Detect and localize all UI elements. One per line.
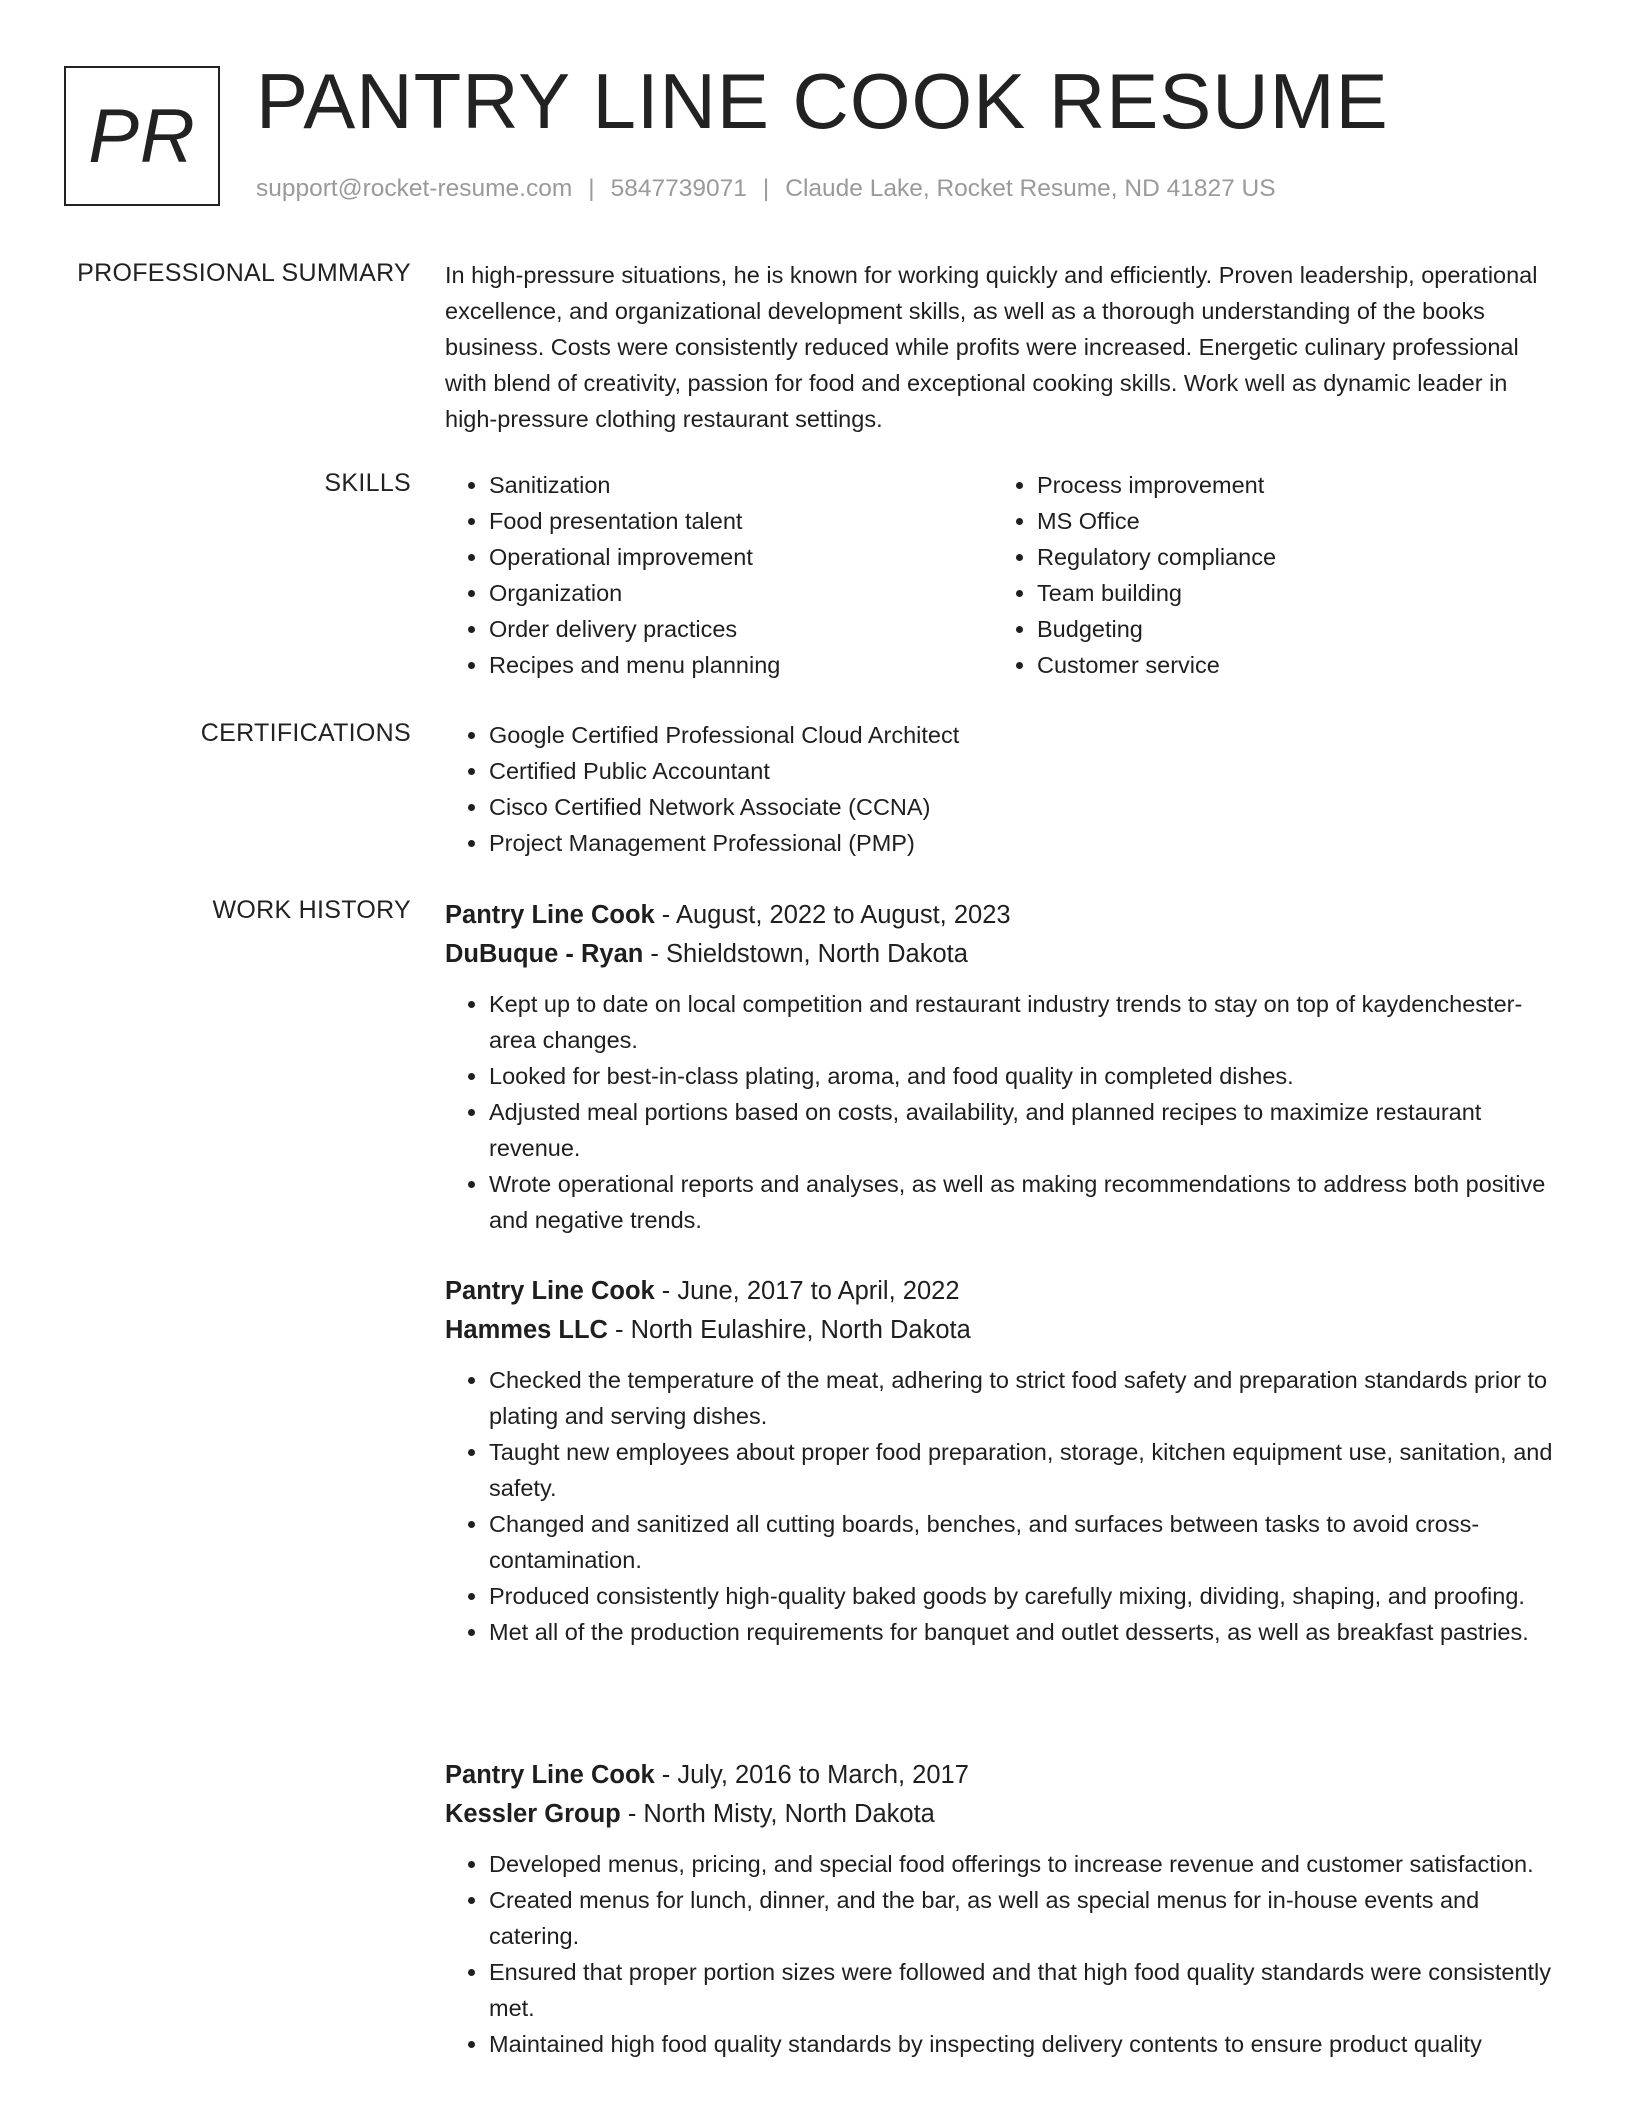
job-entry	[445, 896, 1565, 1238]
job-bullet: • Kept up to date on local competition and restaurant industry trends to stay on top of kaydenchester-area changes.	[489, 986, 1565, 1058]
contact-address: Claude Lake, Rocket Resume, ND 41827 US	[785, 175, 1276, 202]
skill-item: • MS Office	[1037, 503, 1541, 539]
job-bullet: • Taught new employees about proper food preparation, storage, kitchen equipment use, sanitation, and safety.	[489, 1434, 1565, 1506]
summary-text: In high-pressure situations, he is known for working quickly and efficiently. Proven leadership, operational excellence, and organizational development skills, as well as a thorough understanding of the books business. Costs were consistently reduced while profits were increased. Energetic culinary professional with blend of creativity, passion for food and exceptional cooking skills. Work well as dynamic leader in high-pressure clothing restaurant settings.	[445, 262, 1538, 432]
job-entry	[445, 1272, 1565, 1650]
skill-item: • Process improvement	[1037, 467, 1541, 503]
job-dates: - June, 2017 to April, 2022	[654, 1277, 960, 1305]
job-title: Pantry Line Cook	[445, 1761, 655, 1789]
job-bullet: • Developed menus, pricing, and special food offerings to increase revenue and customer satisfaction.	[489, 1846, 1565, 1882]
contact-separator: |	[762, 175, 770, 202]
job-company: Hammes LLC	[445, 1316, 608, 1344]
skill-item: • Order delivery practices	[489, 611, 993, 647]
skill-item: • Regulatory compliance	[1037, 539, 1541, 575]
summary-section	[445, 257, 1565, 437]
job-bullet: • Ensured that proper portion sizes were followed and that high food quality standards were consistently met.	[489, 1954, 1565, 2026]
job-location: - North Eulashire, North Dakota	[607, 1316, 971, 1344]
contact-separator: |	[588, 175, 595, 202]
certification-item: • Cisco Certified Network Associate (CCNA)	[489, 789, 1565, 825]
skills-column-left	[445, 467, 993, 683]
job-bullet: • Checked the temperature of the meat, adhering to strict food safety and preparation standards prior to plating and serving dishes.	[489, 1362, 1565, 1434]
job-entry	[445, 1756, 1565, 2062]
certification-item: • Google Certified Professional Cloud Architect	[489, 717, 1565, 753]
section-label-certifications: CERTIFICATIONS	[200, 719, 411, 747]
skills-column-right	[993, 467, 1541, 683]
skill-item: • Operational improvement	[489, 539, 993, 575]
contact-phone: 5847739071	[610, 175, 747, 202]
job-bullet: • Adjusted meal portions based on costs, availability, and planned recipes to maximize restaurant revenue.	[489, 1094, 1565, 1166]
job-company-line	[445, 935, 1565, 974]
job-company: Kessler Group	[445, 1800, 621, 1828]
section-label-skills: SKILLS	[324, 469, 411, 497]
skill-item: • Organization	[489, 575, 993, 611]
job-company-line	[445, 1795, 1565, 1834]
job-title: Pantry Line Cook	[445, 901, 655, 929]
skill-item: • Sanitization	[489, 467, 993, 503]
job-bullet: • Produced consistently high-quality baked goods by carefully mixing, dividing, shaping, and proofing.	[489, 1578, 1565, 1614]
skill-item: • Recipes and menu planning	[489, 647, 993, 683]
contact-email: support@rocket-resume.com	[256, 175, 573, 202]
job-bullet: • Created menus for lunch, dinner, and the bar, as well as special menus for in-house events and catering.	[489, 1882, 1565, 1954]
job-location: - Shieldstown, North Dakota	[643, 940, 968, 968]
resume-title: PANTRY LINE COOK RESUME	[256, 57, 1389, 145]
job-bullet: • Wrote operational reports and analyses, as well as making recommendations to address both positive and negative trends.	[489, 1166, 1565, 1238]
certifications-section	[445, 717, 1565, 861]
skill-item: • Budgeting	[1037, 611, 1541, 647]
skills-grid	[445, 467, 1565, 683]
job-title-line	[445, 1756, 1565, 1795]
job-company-line	[445, 1311, 1565, 1350]
job-title: Pantry Line Cook	[445, 1277, 655, 1305]
monogram-logo: PR	[64, 66, 220, 206]
job-bullet: • Met all of the production requirements for banquet and outlet desserts, as well as breakfast pastries.	[489, 1614, 1565, 1650]
contact-line	[256, 175, 1276, 203]
certification-item: • Project Management Professional (PMP)	[489, 825, 1565, 861]
job-location: - North Misty, North Dakota	[620, 1800, 935, 1828]
job-bullet: • Looked for best-in-class plating, aroma, and food quality in completed dishes.	[489, 1058, 1565, 1094]
job-bullet: • Changed and sanitized all cutting boards, benches, and surfaces between tasks to avoid cross-contamination.	[489, 1506, 1565, 1578]
skill-item: • Team building	[1037, 575, 1541, 611]
section-label-summary: PROFESSIONAL SUMMARY	[77, 259, 411, 287]
skill-item: • Food presentation talent	[489, 503, 993, 539]
skills-section	[445, 467, 1565, 683]
section-label-work-history: WORK HISTORY	[212, 896, 411, 924]
job-title-line	[445, 1272, 1565, 1311]
skill-item: • Customer service	[1037, 647, 1541, 683]
job-dates: - July, 2016 to March, 2017	[654, 1761, 969, 1789]
job-company: DuBuque - Ryan	[445, 940, 644, 968]
job-title-line	[445, 896, 1565, 935]
job-dates: - August, 2022 to August, 2023	[654, 901, 1011, 929]
job-bullet: • Maintained high food quality standards by inspecting delivery contents to ensure product quality	[489, 2026, 1565, 2062]
certification-item: • Certified Public Accountant	[489, 753, 1565, 789]
